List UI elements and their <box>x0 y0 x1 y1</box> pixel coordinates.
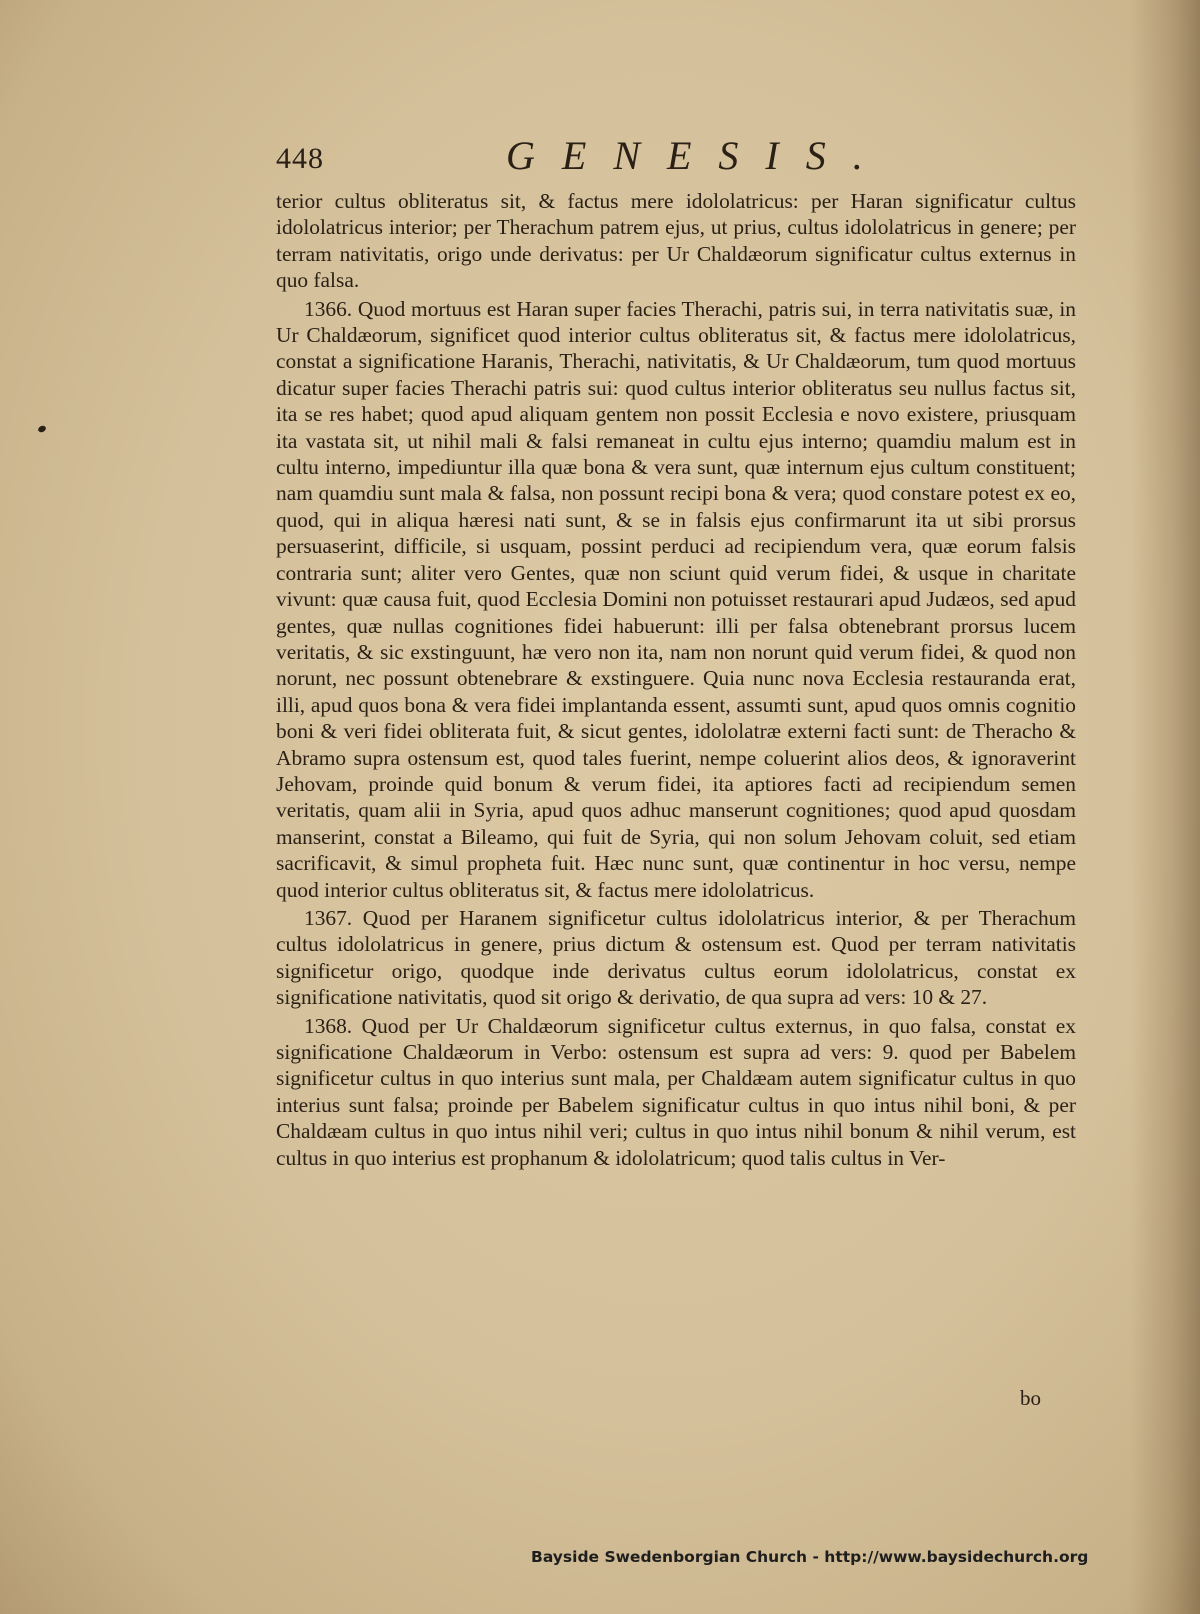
running-head <box>276 132 1076 182</box>
paragraph-continuation: terior cultus obliteratus sit, & factus mere idololatricus: per Haran significatur cultus idololatricus interior; per Therachum patrem ejus, ut prius, cultus idololatricus in genere; per terram nativitatis, origo unde derivatus: per Ur Chaldæorum significatur cultus externus in quo falsa. <box>276 189 1076 293</box>
margin-ink-mark <box>37 425 47 434</box>
page-number: 448 <box>276 142 324 175</box>
paragraph-1366: 1366. Quod mortuus est Haran super facies Therachi, patris sui, in terra nativitatis suæ, in Ur Chaldæorum, significet quod interior cultus obliteratus sit, & factus mere idololatricus, constat a significatione Haranis, Therachi, nativitatis, & Ur Chaldæorum, tum quod mortuus dicatur super facies Therachi patris sui: quod cultus interior obliteratus seu nullus factus sit, ita se res habet; quod apud aliquam gentem non possit Ecclesia e novo existere, priusquam ita vastata sit, ut nihil mali & falsi remaneat in cultu ejus interno; quamdiu malum est in cultu interno, impediuntur illa quæ bona & vera sunt, quæ internum ejus cultum constituent; nam quamdiu sunt mala & falsa, non possunt recipi bona & vera; quod constare potest ex eo, quod, qui in aliqua hæresi nati sunt, & se in falsis ejus confirmarunt ita ut sibi prorsus persuaserint, difficile, si usquam, possint perduci ad recipiendum vera, quæ eorum falsis contraria sunt; aliter vero Gentes, quæ non sciunt quid verum fidei, & usque in charitate vivunt: quæ causa fuit, quod Ecclesia Domini non potuisset restaurari apud Judæos, sed apud gentes, quæ nullas cognitiones fidei habuerunt: illi per falsa obtenebrant prorsus lucem veritatis, & sic exstinguunt, hæ vero non ita, nam non norunt quid verum fidei, & quod non norunt, nec possunt obtenebrare & exstinguere. Quia nunc nova Ecclesia restauranda erat, illi, apud quos bona & vera fidei implantanda essent, assumti sunt, apud quos omnis cognitio boni & veri fidei obliterata fuit, & sicut gentes, idololatræ externi facti sunt: de Theracho & Abramo supra ostensum est, quod tales fuerint, nempe coluerint alios deos, & ignoraverint Jehovam, proinde quid bonum & verum fidei, ita aptiores facti ad recipiendum semen veritatis, quam alii in Syria, apud quos adhuc manserunt cognitiones; quod apud quosdam manserint, constat a Bileamo, qui fuit de Syria, qui non solum Jehovam coluit, sed etiam sacrificavit, & simul propheta fuit. Hæc nunc sunt, quæ continentur in hoc versu, nempe quod interior cultus obliteratus sit, & factus mere idololatricus. <box>276 296 1076 902</box>
catchword: bo <box>1020 1386 1041 1410</box>
running-title: GENESIS. <box>506 133 890 178</box>
page-edge-shadow <box>1130 0 1200 1614</box>
body-text <box>276 188 1076 1171</box>
footer-credit: Bayside Swedenborgian Church - http://www.baysidechurch.org <box>531 1548 1089 1566</box>
paragraph-1367: 1367. Quod per Haranem significetur cultus idololatricus interior, & per Therachum cultus idololatricus in genere, prius dictum & ostensum est. Quod per terram nativitatis significetur origo, quodque inde derivatus cultus eorum idololatricus, constat ex significatione nativitatis, quod sit origo & derivatio, de qua supra ad vers: 10 & 27. <box>276 905 1076 1010</box>
paragraph-1368: 1368. Quod per Ur Chaldæorum significetur cultus externus, in quo falsa, constat ex significatione Chaldæorum in Verbo: ostensum est supra ad vers: 9. quod per Babelem significetur cultus in quo interius sunt mala, per Chaldæam autem significatur cultus in quo interius sunt falsa; proinde per Babelem significatur cultus in quo intus nihil boni, & per Chaldæam cultus in quo intus nihil veri; cultus in quo intus nihil bonum & nihil verum, est cultus in quo interius est prophanum & idololatricum; quod talis cultus in Ver- <box>276 1013 1076 1170</box>
